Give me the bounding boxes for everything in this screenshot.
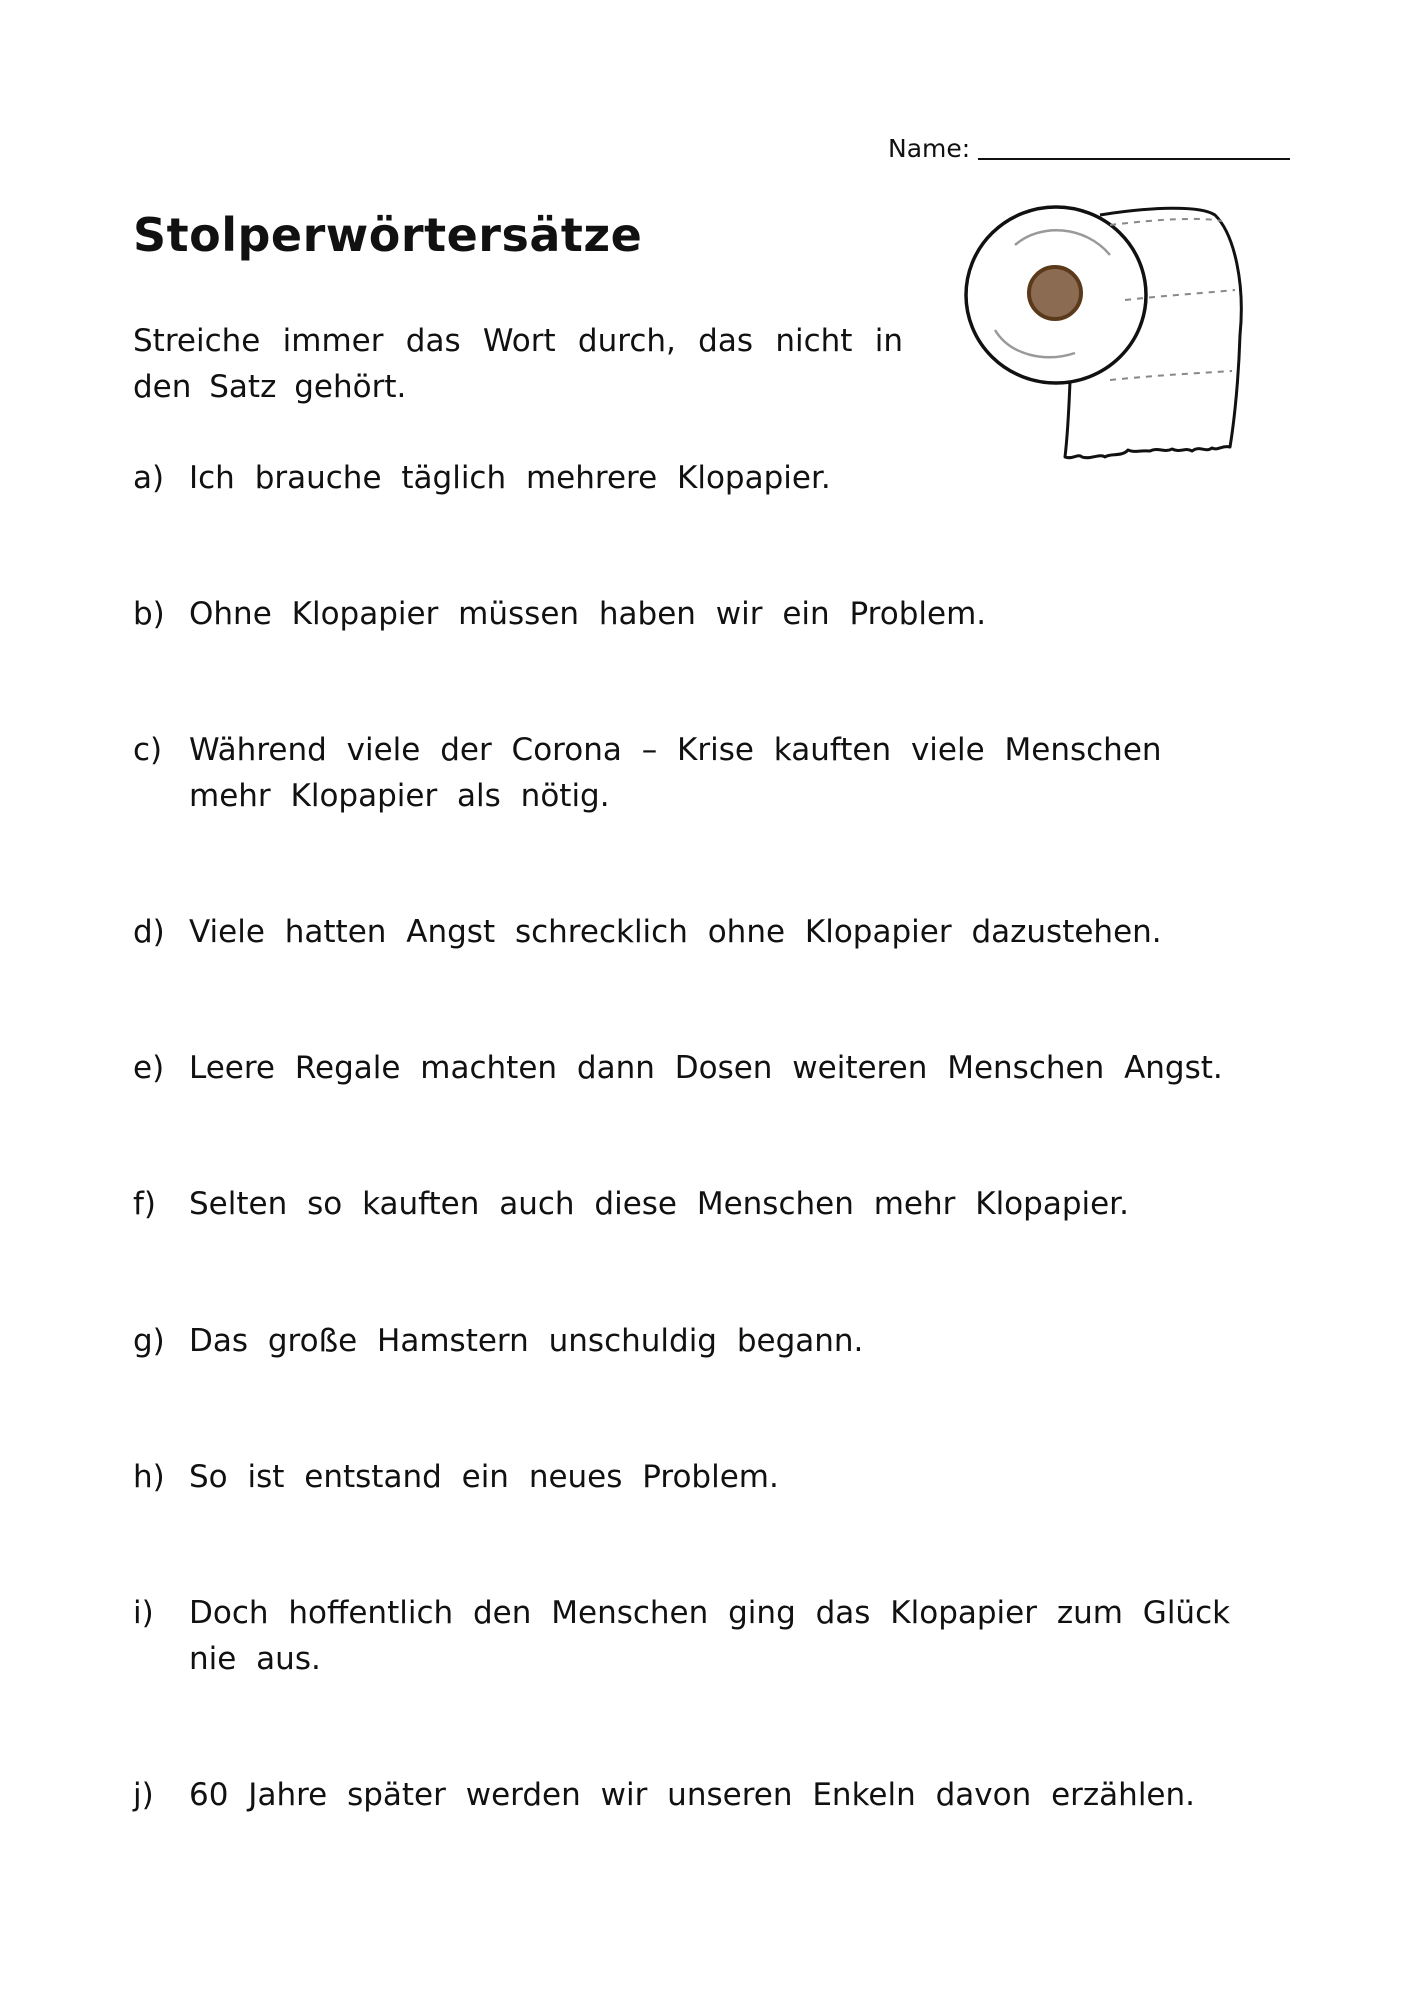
sentence-item	[133, 909, 1293, 955]
sentence-letter: g)	[133, 1323, 165, 1359]
sentence-letter: f)	[133, 1186, 157, 1222]
sentence-text[interactable]: 60 Jahre später werden wir unseren Enkeln davon erzählen.	[189, 1777, 1196, 1813]
sentence-letter: c)	[133, 732, 163, 768]
sentence-item	[133, 1772, 1293, 1818]
toilet-paper-roll-icon	[960, 195, 1260, 495]
sentence-text[interactable]: Ohne Klopapier müssen haben wir ein Problem.	[189, 596, 987, 632]
sentence-letter: d)	[133, 914, 165, 950]
name-row	[888, 134, 1290, 164]
sentence-item	[133, 455, 1293, 501]
sentence-text[interactable]: Leere Regale machten dann Dosen weiteren Menschen Angst.	[189, 1050, 1223, 1086]
sentence-letter: a)	[133, 460, 165, 496]
sentence-text[interactable]: Doch hoffentlich den Menschen ging das Klopapier zum Glück nie aus.	[189, 1595, 1231, 1677]
sentence-item	[133, 591, 1293, 637]
instructions: Streiche immer das Wort durch, das nicht in den Satz gehört.	[133, 323, 903, 405]
sentence-text[interactable]: Das große Hamstern unschuldig begann.	[189, 1323, 864, 1359]
sentence-letter: b)	[133, 596, 165, 632]
sentence-item	[133, 1045, 1293, 1091]
sentence-text[interactable]: Viele hatten Angst schrecklich ohne Klopapier dazustehen.	[189, 914, 1162, 950]
sentence-letter: e)	[133, 1050, 165, 1086]
sentence-letter: h)	[133, 1459, 165, 1495]
name-input-line[interactable]	[978, 158, 1290, 160]
sentence-text[interactable]: Selten so kauften auch diese Menschen mehr Klopapier.	[189, 1186, 1129, 1222]
page-title: Stolperwörtersätze	[133, 208, 643, 262]
sentence-item	[133, 1181, 1293, 1227]
sentence-item	[133, 1454, 1293, 1500]
sentence-text[interactable]: Ich brauche täglich mehrere Klopapier.	[189, 460, 831, 496]
sentence-letter: j)	[133, 1777, 154, 1813]
sentence-item	[133, 1590, 1233, 1682]
name-label: Name:	[888, 134, 971, 163]
sentence-item	[133, 1318, 1293, 1364]
sentence-text[interactable]: Während viele der Corona – Krise kauften viele Menschen mehr Klopapier als nötig.	[189, 732, 1162, 814]
sentence-text[interactable]: So ist entstand ein neues Problem.	[189, 1459, 779, 1495]
sentence-item	[133, 727, 1253, 819]
sentence-letter: i)	[133, 1595, 154, 1631]
